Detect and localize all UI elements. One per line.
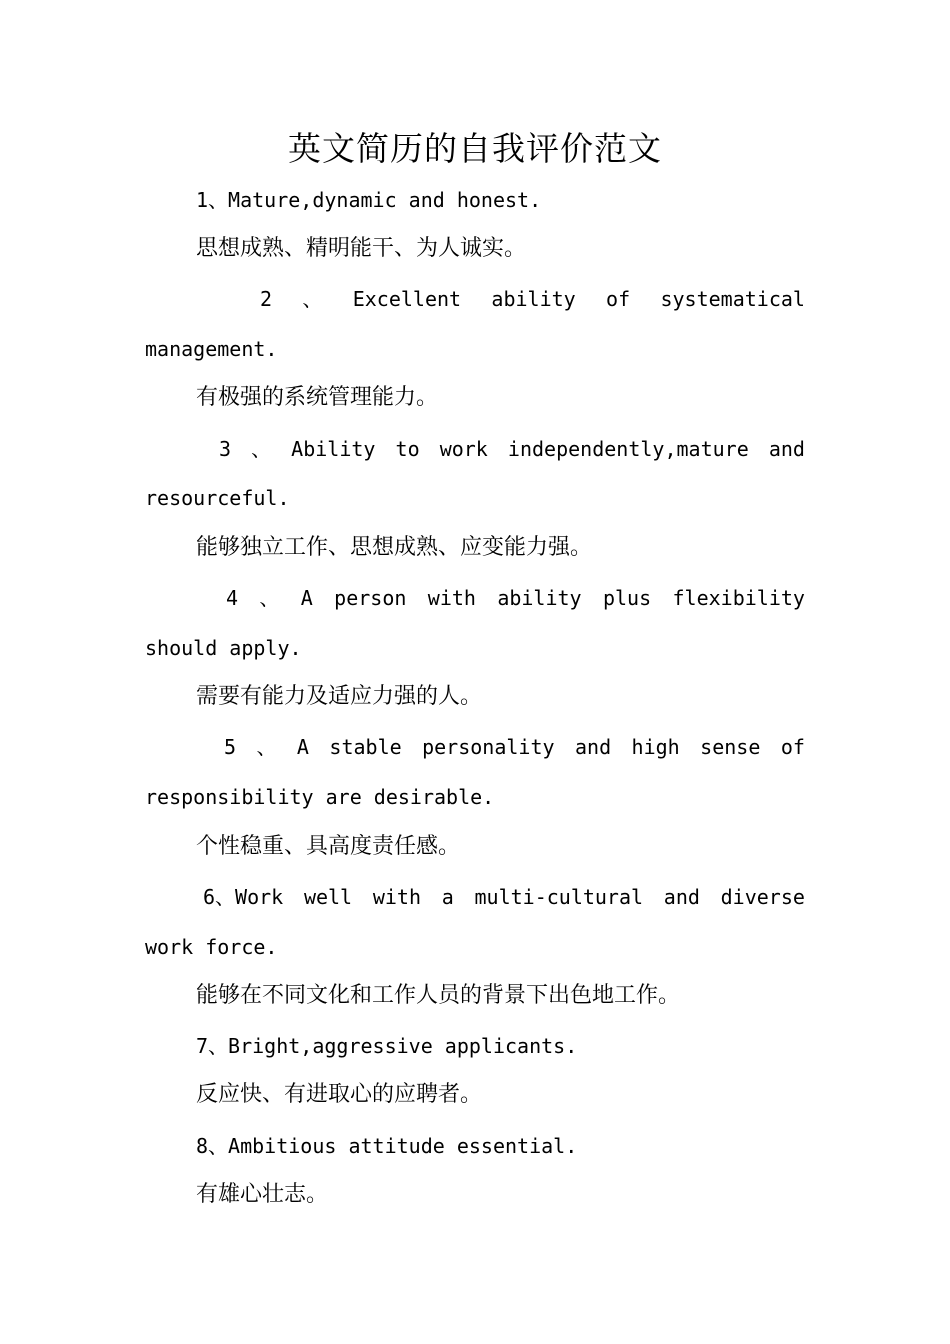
item-6-english-line-2: work force. [145, 935, 278, 959]
word: with [372, 885, 421, 909]
word: and [768, 437, 805, 461]
word: 4 [226, 586, 239, 610]
word: well [303, 885, 353, 909]
word: sense [700, 735, 761, 759]
word: 3 [219, 437, 232, 461]
item-7-english: 7、Bright,aggressive applicants. [196, 1034, 578, 1058]
word: plus [602, 586, 652, 610]
word: 、 [256, 735, 277, 759]
word: a [441, 885, 454, 909]
item-4-chinese: 需要有能力及适应力强的人。 [196, 684, 483, 709]
item-1-chinese: 思想成熟、精明能干、为人诚实。 [196, 236, 527, 261]
item-5-english-line-2: responsibility are desirable. [145, 785, 495, 809]
item-6-chinese: 能够在不同文化和工作人员的背景下出色地工作。 [196, 983, 681, 1008]
item-8-chinese: 有雄心壮志。 [196, 1182, 329, 1207]
word: 5 [224, 735, 237, 759]
item-2-english-line-1 [260, 283, 805, 315]
word: A [300, 586, 313, 610]
word: Ability [291, 437, 376, 461]
word: ability [497, 586, 582, 610]
word: Excellent [352, 287, 462, 311]
item-5-english-line-1 [224, 731, 805, 763]
word: of [780, 735, 805, 759]
word: 6、Work [203, 885, 284, 909]
item-5-chinese: 个性稳重、具高度责任感。 [196, 834, 461, 859]
item-1-english: 1、Mature,dynamic and honest. [196, 188, 542, 212]
word: to [395, 437, 420, 461]
word: 、 [259, 586, 280, 610]
item-7-chinese: 反应快、有进取心的应聘者。 [196, 1082, 483, 1107]
word: ability [491, 287, 576, 311]
word: multi-cultural [474, 885, 644, 909]
word: 、 [251, 437, 272, 461]
word: A [296, 735, 309, 759]
item-2-chinese: 有极强的系统管理能力。 [196, 385, 439, 410]
word: flexibility [672, 586, 805, 610]
item-3-english-line-2: resourceful. [145, 486, 290, 510]
word: personality [422, 735, 555, 759]
item-8-english: 8、Ambitious attitude essential. [196, 1134, 578, 1158]
word: 、 [302, 287, 323, 311]
item-3-english-line-1 [219, 433, 805, 465]
word: stable [329, 735, 402, 759]
word: systematical [660, 287, 805, 311]
item-3-chinese: 能够独立工作、思想成熟、应变能力强。 [196, 535, 593, 560]
item-4-english-line-2: should apply. [145, 636, 302, 660]
word: of [606, 287, 631, 311]
item-2-english-line-2: management. [145, 337, 278, 361]
word: person [334, 586, 407, 610]
item-4-english-line-1 [226, 582, 805, 614]
document-title: 英文简历的自我评价范文 [288, 129, 662, 168]
word: work [439, 437, 488, 461]
item-6-english-line-1 [203, 881, 805, 913]
word: 2 [260, 287, 273, 311]
word: with [427, 586, 476, 610]
word: and [663, 885, 700, 909]
word: high [631, 735, 680, 759]
word: independently,mature [507, 437, 749, 461]
word: diverse [720, 885, 805, 909]
word: and [574, 735, 612, 759]
